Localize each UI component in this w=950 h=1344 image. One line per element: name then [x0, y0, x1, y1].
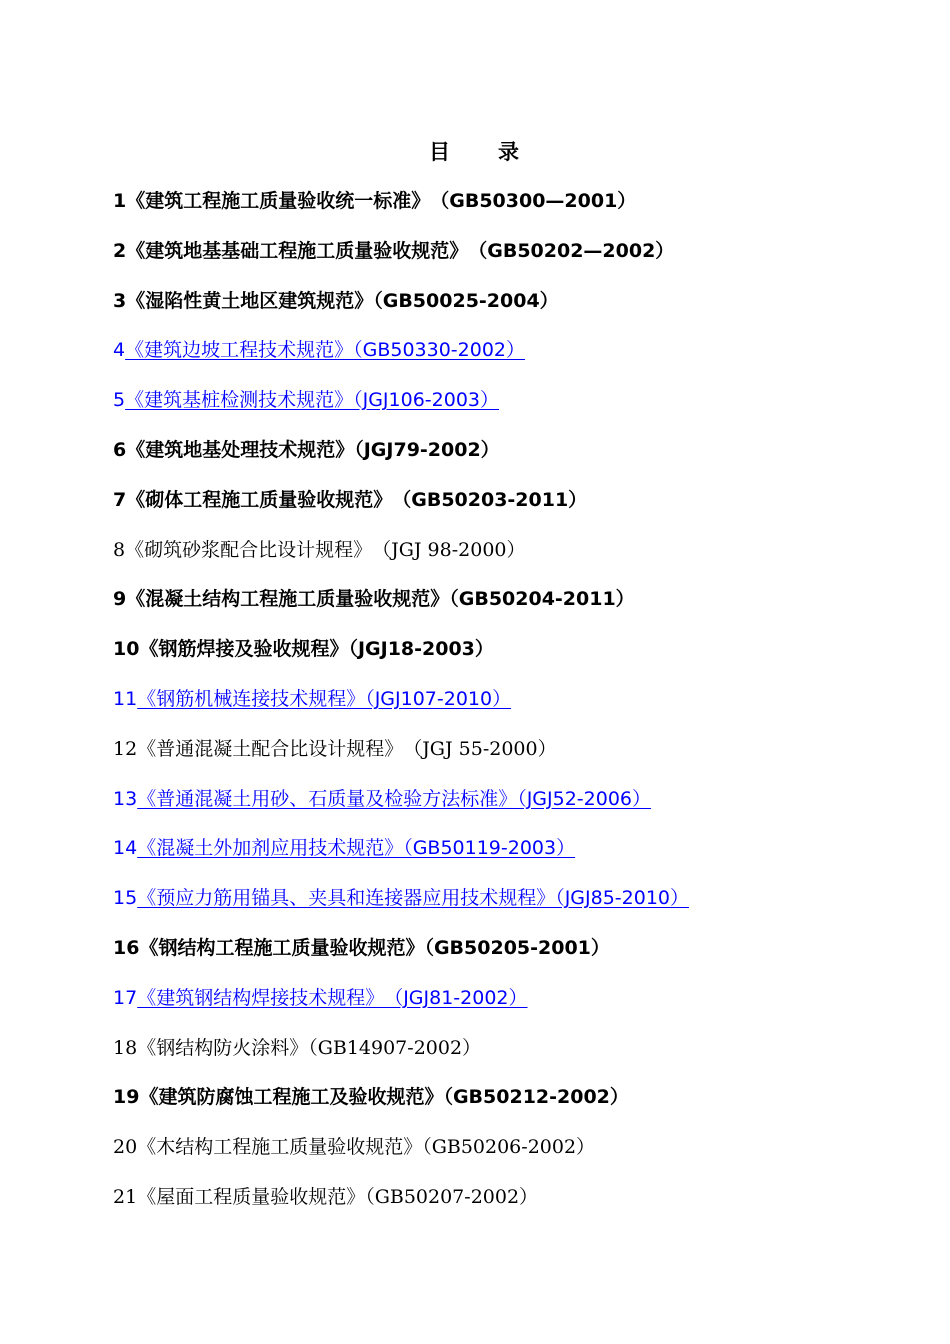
toc-entry-title: 《建筑地基基础工程施工质量验收规范》 （GB50202—2002）: [126, 239, 675, 262]
toc-entry-number: 9: [113, 588, 127, 611]
toc-entry-number: 19: [113, 1086, 140, 1109]
toc-entry-link[interactable]: 《普通混凝土用砂、石质量及检验方法标准》（JGJ52-2006）: [137, 787, 652, 810]
toc-entry-number: 11: [113, 687, 138, 710]
toc-entry-9: [113, 584, 913, 634]
toc-entry-title: 《钢筋焊接及验收规程》（JGJ18-2003）: [139, 638, 494, 661]
toc-entry-3: [113, 286, 913, 336]
page-title: 目 录: [429, 140, 521, 164]
toc-entry-number: 10: [113, 638, 140, 661]
toc-entry-title: 《钢结构防火涂料》（GB14907-2002）: [137, 1036, 482, 1059]
toc-entry-16: [113, 933, 913, 983]
toc-entry-title: 《屋面工程质量验收规范》（GB50207-2002）: [137, 1185, 539, 1208]
toc-entry-20: [113, 1132, 913, 1182]
toc-entry-number: 1: [113, 190, 127, 212]
toc-entry-8: [113, 535, 913, 585]
toc-entry-7: [113, 485, 913, 535]
toc-entry-number: 17: [113, 986, 138, 1009]
toc-entry-2: [113, 236, 913, 286]
toc-entry-14[interactable]: [113, 833, 913, 883]
toc-entry-number: 16: [113, 936, 140, 959]
toc-entry-number: 20: [113, 1136, 138, 1159]
toc-entry-link[interactable]: 《建筑边坡工程技术规范》（GB50330-2002）: [125, 339, 526, 362]
toc-entry-title: 《木结构工程施工质量验收规范》（GB50206-2002）: [137, 1136, 596, 1159]
toc-entry-12: [113, 734, 913, 784]
toc-entry-number: 6: [113, 438, 127, 461]
toc-entry-title: 《砌体工程施工质量验收规范》 （GB50203-2011）: [126, 488, 588, 511]
toc-entry-4[interactable]: [113, 335, 913, 385]
toc-entry-15[interactable]: [113, 883, 913, 933]
toc-entry-title: 《建筑防腐蚀工程施工及验收规范》（GB50212-2002）: [139, 1086, 629, 1109]
table-of-contents: [113, 186, 913, 1232]
toc-entry-21: [113, 1182, 913, 1232]
toc-entry-number: 15: [113, 887, 138, 910]
toc-entry-number: 5: [113, 389, 126, 412]
toc-entry-title: 《建筑地基处理技术规范》（JGJ79-2002）: [126, 438, 500, 461]
toc-entry-link[interactable]: 《预应力筋用锚具、夹具和连接器应用技术规程》（JGJ85-2010）: [137, 887, 690, 910]
toc-entry-10: [113, 634, 913, 684]
toc-entry-title: 《钢结构工程施工质量验收规范》（GB50205-2001）: [139, 936, 610, 959]
toc-entry-title: 《砌筑砂浆配合比设计规程》 （JGJ 98-2000）: [125, 538, 526, 561]
toc-entry-number: 4: [113, 339, 126, 362]
toc-entry-1: [113, 186, 913, 236]
toc-entry-title: 《建筑工程施工质量验收统一标准》 （GB50300—2001）: [126, 190, 637, 212]
toc-entry-number: 21: [113, 1185, 138, 1208]
toc-entry-19: [113, 1082, 913, 1132]
toc-entry-number: 7: [113, 488, 127, 511]
toc-entry-title: 《普通混凝土配合比设计规程》 （JGJ 55-2000）: [137, 737, 557, 760]
toc-entry-number: 12: [113, 737, 138, 760]
toc-entry-number: 2: [113, 239, 127, 262]
toc-entry-title: 《混凝土结构工程施工质量验收规范》（GB50204-2011）: [126, 588, 635, 611]
toc-entry-title: 《湿陷性黄土地区建筑规范》（GB50025-2004）: [126, 289, 559, 312]
toc-entry-link[interactable]: 《建筑钢结构焊接技术规程》 （JGJ81-2002）: [137, 986, 528, 1009]
toc-entry-link[interactable]: 《建筑基桩检测技术规范》（JGJ106-2003）: [125, 389, 499, 412]
toc-entry-number: 13: [113, 787, 138, 810]
toc-entry-number: 18: [113, 1036, 138, 1059]
toc-entry-18: [113, 1033, 913, 1083]
toc-entry-link[interactable]: 《混凝土外加剂应用技术规范》（GB50119-2003）: [137, 837, 576, 860]
toc-entry-11[interactable]: [113, 684, 913, 734]
toc-entry-number: 8: [113, 538, 126, 561]
toc-entry-5[interactable]: [113, 385, 913, 435]
toc-entry-13[interactable]: [113, 784, 913, 834]
toc-entry-6: [113, 435, 913, 485]
toc-entry-link[interactable]: 《钢筋机械连接技术规程》（JGJ107-2010）: [137, 687, 512, 710]
toc-entry-number: 14: [113, 837, 138, 860]
toc-entry-number: 3: [113, 289, 127, 312]
toc-entry-17[interactable]: [113, 983, 913, 1033]
